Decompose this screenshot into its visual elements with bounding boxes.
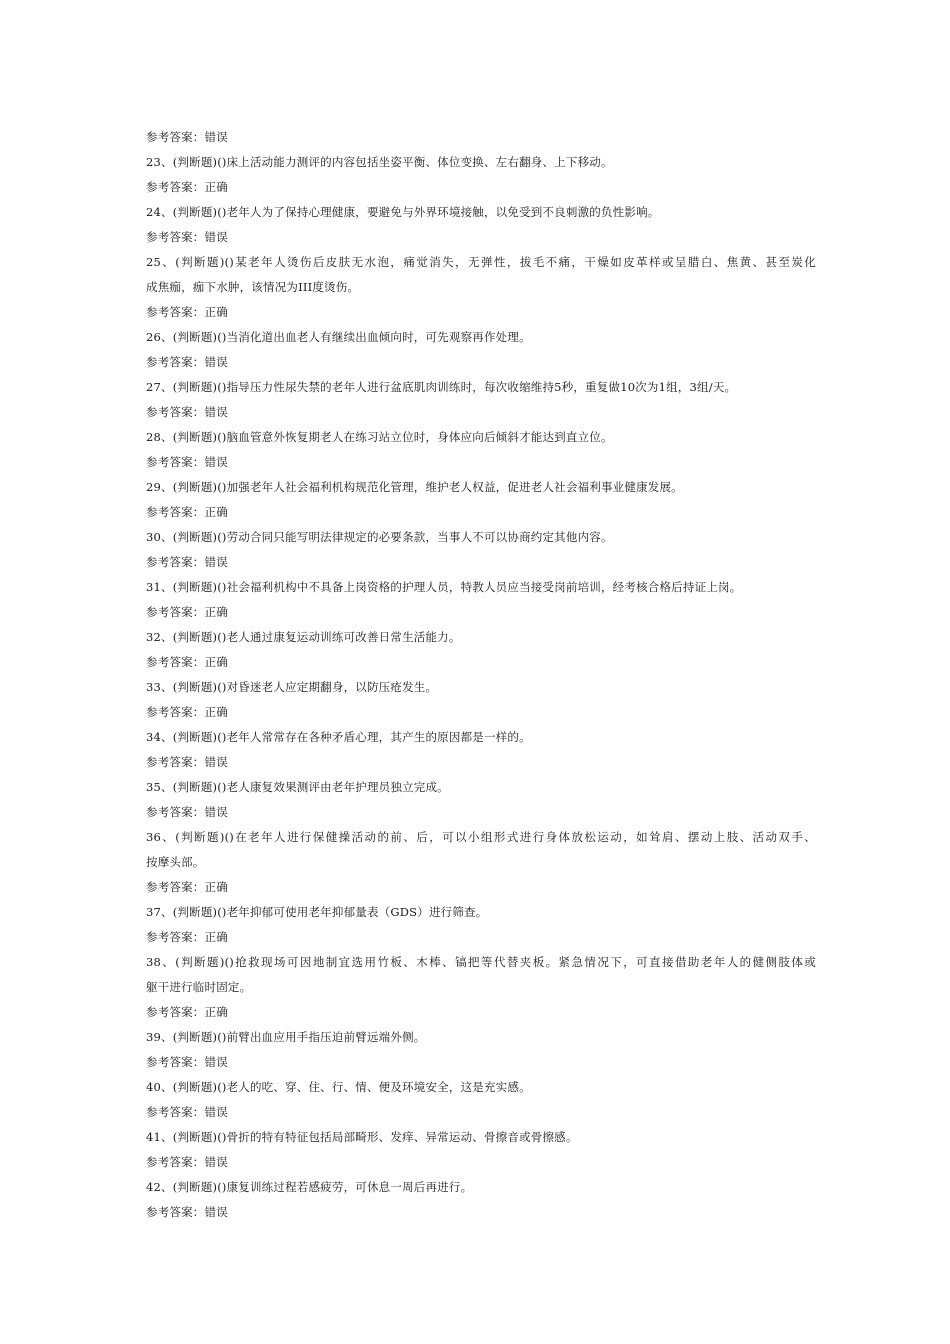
answer-line: 参考答案：错误 [146, 355, 228, 369]
question-line: 28、(判断题)()脑血管意外恢复期老人在练习站立位时，身体应向后倾斜才能达到直立位。 [146, 430, 613, 444]
question-line: 25、(判断题)()某老年人烫伤后皮肤无水泡，痛觉消失，无弹性，拔毛不痛，干燥如皮革样或呈腊白、焦黄、甚至炭化 [146, 255, 816, 269]
question-line: 41、(判断题)()骨折的特有特征包括局部畸形、发痒、异常运动、骨擦音或骨擦感。 [146, 1130, 578, 1144]
answer-line: 参考答案：错误 [146, 405, 228, 419]
question-line: 31、(判断题)()社会福利机构中不具备上岗资格的护理人员，特教人员应当接受岗前培训，经考核合格后持证上岗。 [146, 580, 742, 594]
answer-line: 参考答案：正确 [146, 655, 228, 669]
question-line-continued: 成焦痂，痂下水肿，该情况为III度烫伤。 [146, 280, 360, 294]
question-line: 24、(判断题)()老年人为了保持心理健康，要避免与外界环境接触，以免受到不良刺激的负性影响。 [146, 205, 660, 219]
document-page [146, 125, 816, 1225]
answer-line: 参考答案：正确 [146, 705, 228, 719]
answer-line: 参考答案：错误 [146, 1055, 228, 1069]
question-line-continued: 躯干进行临时固定。 [146, 980, 252, 994]
question-line: 38、(判断题)()抢救现场可因地制宜选用竹板、木棒、镐把等代替夹板。紧急情况下，可直接借助老年人的健侧肢体或 [146, 955, 816, 969]
question-line: 30、(判断题)()劳动合同只能写明法律规定的必要条款，当事人不可以协商约定其他内容。 [146, 530, 613, 544]
answer-line: 参考答案：正确 [146, 1005, 228, 1019]
answer-line: 参考答案：错误 [146, 230, 228, 244]
answer-line: 参考答案：错误 [146, 555, 228, 569]
question-line-continued: 按摩头部。 [146, 855, 205, 869]
answer-line: 参考答案：错误 [146, 1205, 228, 1219]
question-line: 27、(判断题)()指导压力性尿失禁的老年人进行盆底肌肉训练时，每次收缩维持5秒，重复做10次为1组，3组/天。 [146, 380, 737, 394]
answer-line: 参考答案：正确 [146, 505, 228, 519]
question-line: 36、(判断题)()在老年人进行保健操活动的前、后，可以小组形式进行身体放松运动，如耸肩、摆动上肢、活动双手、 [146, 830, 816, 844]
question-line: 23、(判断题)()床上活动能力测评的内容包括坐姿平衡、体位变换、左右翻身、上下移动。 [146, 155, 613, 169]
question-line: 37、(判断题)()老年抑郁可使用老年抑郁量表（GDS）进行筛查。 [146, 905, 488, 919]
answer-line: 参考答案：正确 [146, 880, 228, 894]
answer-line: 参考答案：错误 [146, 755, 228, 769]
answer-line: 参考答案：正确 [146, 305, 228, 319]
answer-line: 参考答案：正确 [146, 930, 228, 944]
question-line: 34、(判断题)()老年人常常存在各种矛盾心理，其产生的原因都是一样的。 [146, 730, 531, 744]
question-line: 33、(判断题)()对昏迷老人应定期翻身，以防压疮发生。 [146, 680, 438, 694]
question-line: 29、(判断题)()加强老年人社会福利机构规范化管理，维护老人权益，促进老人社会福利事业健康发展。 [146, 480, 683, 494]
answer-line: 参考答案：错误 [146, 130, 228, 144]
question-line: 32、(判断题)()老人通过康复运动训练可改善日常生活能力。 [146, 630, 461, 644]
answer-line: 参考答案：正确 [146, 605, 228, 619]
answer-line: 参考答案：错误 [146, 455, 228, 469]
answer-line: 参考答案：正确 [146, 180, 228, 194]
answer-line: 参考答案：错误 [146, 805, 228, 819]
answer-line: 参考答案：错误 [146, 1155, 228, 1169]
answer-line: 参考答案：错误 [146, 1105, 228, 1119]
question-line: 26、(判断题)()当消化道出血老人有继续出血倾向时，可先观察再作处理。 [146, 330, 531, 344]
question-line: 42、(判断题)()康复训练过程若感疲劳，可休息一周后再进行。 [146, 1180, 473, 1194]
question-line: 39、(判断题)()前臂出血应用手指压迫前臂远端外侧。 [146, 1030, 426, 1044]
question-line: 40、(判断题)()老人的吃、穿、住、行、情、便及环境安全，这是充实感。 [146, 1080, 531, 1094]
question-line: 35、(判断题)()老人康复效果测评由老年护理员独立完成。 [146, 780, 449, 794]
